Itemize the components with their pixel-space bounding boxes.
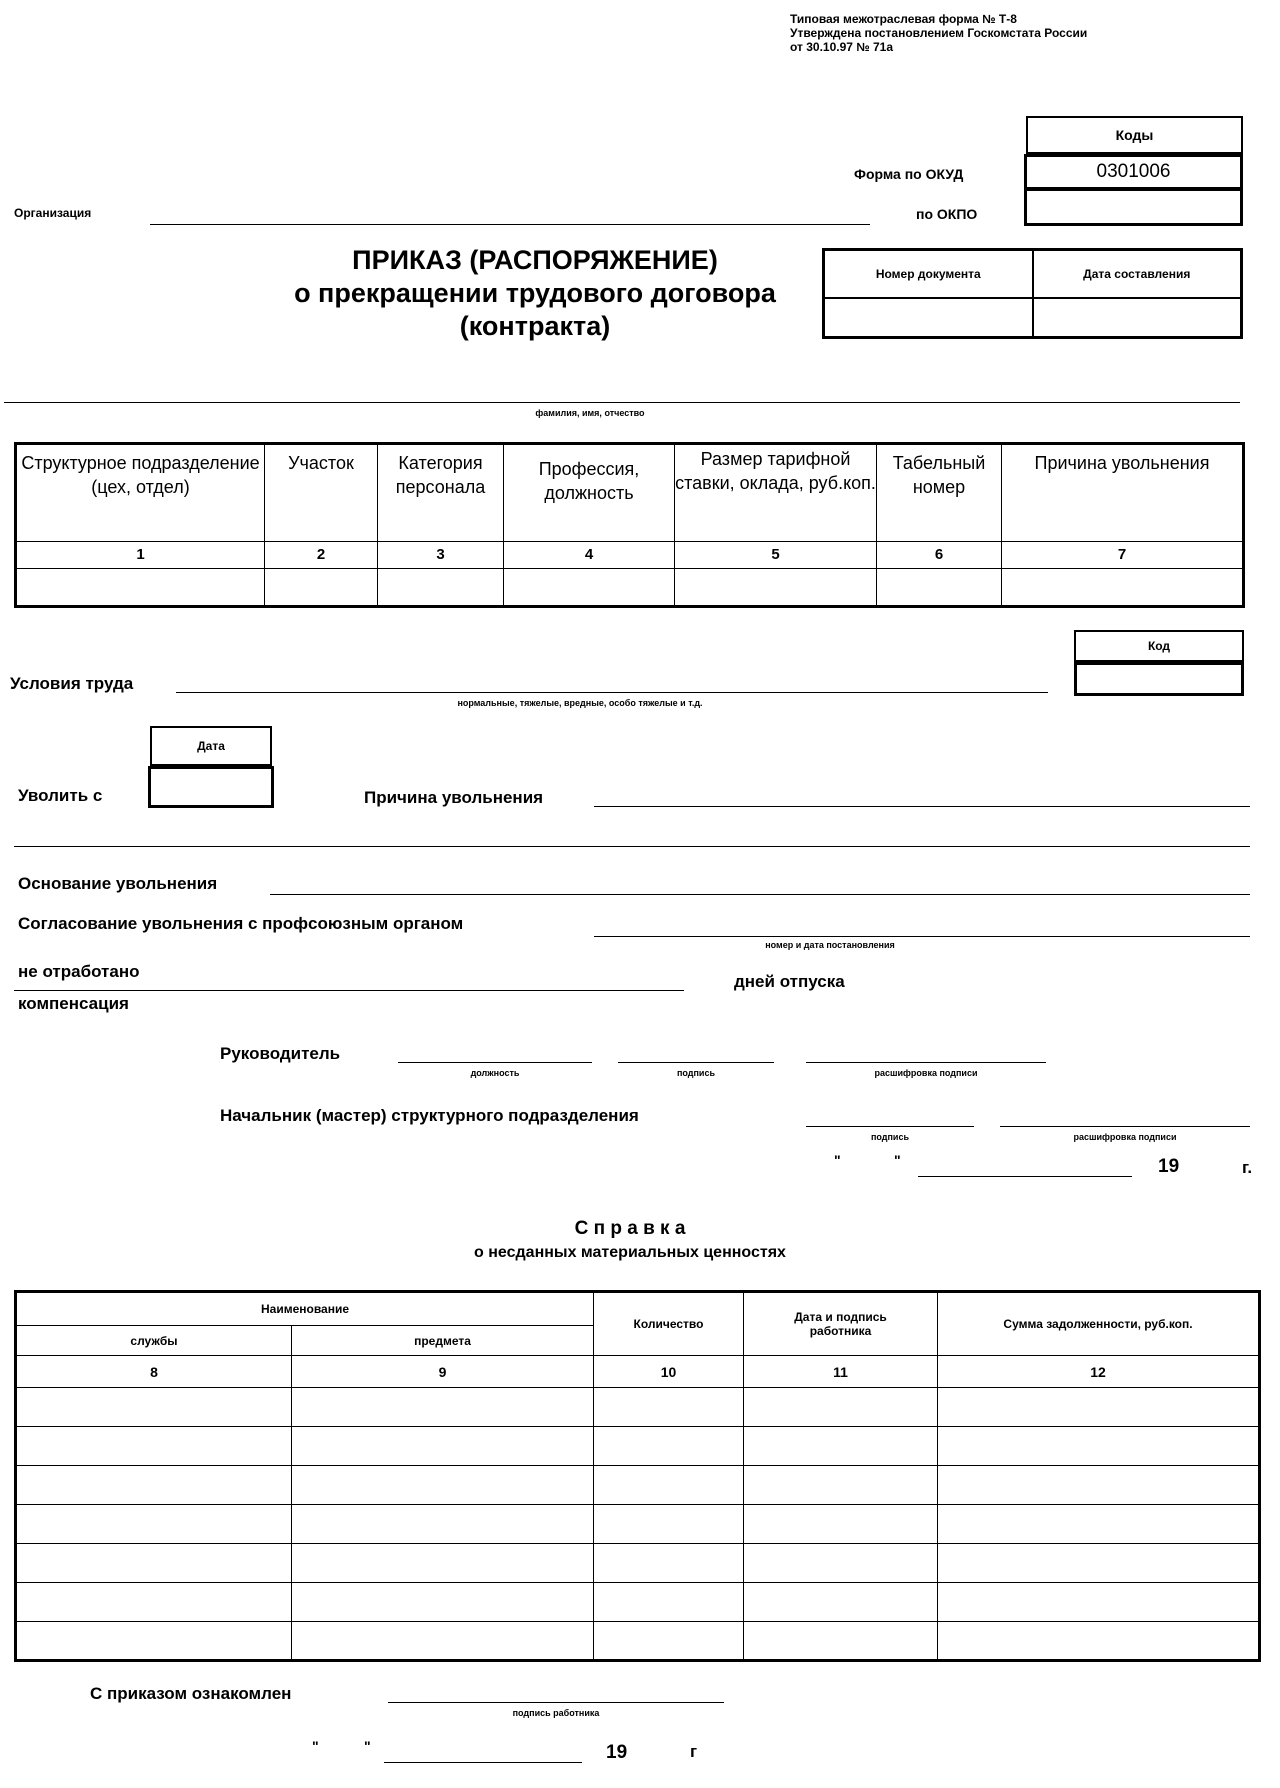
- union-caption: номер и дата постановления: [765, 940, 895, 950]
- date1-quote-close: ": [894, 1152, 901, 1168]
- organization-field[interactable]: [150, 224, 870, 225]
- table-cell-input[interactable]: [938, 1583, 1260, 1622]
- date1-g: г.: [1242, 1158, 1253, 1177]
- okpo-label: по ОКПО: [916, 206, 978, 222]
- vacation-days-label: дней отпуска: [734, 972, 845, 991]
- table-cell-input[interactable]: [938, 1388, 1260, 1427]
- table-cell-input[interactable]: [744, 1544, 938, 1583]
- table-cell-input[interactable]: [594, 1505, 744, 1544]
- table-cell-input[interactable]: [938, 1427, 1260, 1466]
- date2-month-field[interactable]: [384, 1762, 582, 1763]
- fio-caption: фамилия, имя, отчество: [535, 408, 645, 418]
- col-header-reason: Причина увольнения: [1002, 444, 1244, 542]
- table-cell-input[interactable]: [744, 1427, 938, 1466]
- document-title: [250, 244, 820, 343]
- head-decode-caption: расшифровка подписи: [874, 1068, 978, 1078]
- col-number: 9: [292, 1356, 594, 1388]
- head-decode-field[interactable]: [806, 1062, 1046, 1063]
- table-cell-input[interactable]: [16, 1388, 292, 1427]
- col-header-profession: Профессия, должность: [504, 444, 675, 542]
- head-position-caption: должность: [470, 1068, 520, 1078]
- head-position-field[interactable]: [398, 1062, 592, 1063]
- table-cell-input[interactable]: [378, 569, 504, 607]
- table-cell-input[interactable]: [594, 1622, 744, 1661]
- doc-date-header: Дата составления: [1033, 250, 1242, 298]
- date2-year: 19: [606, 1742, 628, 1763]
- table-cell-input[interactable]: [594, 1388, 744, 1427]
- col-number: 7: [1002, 542, 1244, 569]
- table-cell-input[interactable]: [504, 569, 675, 607]
- conditions-code-field[interactable]: [1074, 662, 1244, 696]
- conditions-label: Условия труда: [10, 674, 134, 693]
- date2-quote-open: ": [312, 1738, 319, 1754]
- table-cell-input[interactable]: [292, 1388, 594, 1427]
- table-cell-input[interactable]: [292, 1583, 594, 1622]
- acquainted-caption: подпись работника: [512, 1708, 600, 1718]
- basis-label: Основание увольнения: [18, 874, 218, 893]
- union-field[interactable]: [594, 936, 1250, 937]
- table-cell-input[interactable]: [16, 569, 265, 607]
- col-number: 5: [675, 542, 877, 569]
- conditions-code-title: Код: [1074, 630, 1244, 662]
- fio-field[interactable]: [4, 402, 1240, 403]
- table-cell-input[interactable]: [16, 1583, 292, 1622]
- chief-signature-field[interactable]: [806, 1126, 974, 1127]
- table-cell-input[interactable]: [744, 1505, 938, 1544]
- title-line1: ПРИКАЗ (РАСПОРЯЖЕНИЕ): [352, 245, 718, 275]
- employee-table: [14, 442, 1245, 608]
- chief-decode-caption: расшифровка подписи: [1073, 1132, 1177, 1142]
- chief-label: Начальник (мастер) структурного подразделения: [220, 1106, 639, 1125]
- debt-header: Сумма задолженности, руб.коп.: [938, 1292, 1260, 1356]
- organization-label: Организация: [14, 206, 92, 220]
- table-cell-input[interactable]: [292, 1505, 594, 1544]
- table-cell-input[interactable]: [938, 1544, 1260, 1583]
- table-cell-input[interactable]: [292, 1466, 594, 1505]
- table-cell-input[interactable]: [938, 1505, 1260, 1544]
- col-number: 6: [877, 542, 1002, 569]
- table-cell-input[interactable]: [16, 1544, 292, 1583]
- conditions-field[interactable]: [176, 692, 1048, 693]
- head-signature-field[interactable]: [618, 1062, 774, 1063]
- col-number: 8: [16, 1356, 292, 1388]
- okud-code-cell: [1024, 154, 1243, 190]
- col-number: 10: [594, 1356, 744, 1388]
- form-reference: [790, 12, 1087, 54]
- acquainted-label: С приказом ознакомлен: [90, 1684, 292, 1703]
- col-number: 11: [744, 1356, 938, 1388]
- table-cell-input[interactable]: [265, 569, 378, 607]
- not-worked-label: не отработано: [18, 962, 140, 981]
- table-cell-input[interactable]: [744, 1583, 938, 1622]
- table-cell-input[interactable]: [938, 1622, 1260, 1661]
- codes-title-cell: [1026, 116, 1243, 154]
- table-cell-input[interactable]: [594, 1583, 744, 1622]
- certificate-subtitle: о несданных материальных ценностях: [474, 1244, 786, 1261]
- date2-quote-close: ": [364, 1738, 371, 1754]
- codes-title: Коды: [1115, 127, 1154, 143]
- dismiss-reason-field-2[interactable]: [14, 846, 1250, 847]
- head-signature-caption: подпись: [676, 1068, 716, 1078]
- col-number: 12: [938, 1356, 1260, 1388]
- table-cell-input[interactable]: [594, 1427, 744, 1466]
- form-ref-line2: Утверждена постановлением Госкомстата России: [790, 26, 1088, 40]
- col-number: 1: [16, 542, 265, 569]
- col-header-department: Структурное подразделение (цех, отдел): [16, 444, 265, 542]
- table-cell-input[interactable]: [292, 1622, 594, 1661]
- table-cell-input[interactable]: [938, 1466, 1260, 1505]
- valuables-table: [14, 1290, 1261, 1662]
- doc-number-value[interactable]: [824, 298, 1033, 338]
- dismiss-date-title: Дата: [150, 726, 272, 766]
- okud-code-value: 0301006: [1096, 161, 1171, 182]
- table-cell-input[interactable]: [594, 1544, 744, 1583]
- col-header-tab-number: Табельный номер: [877, 444, 1002, 542]
- name-header: Наименование: [16, 1292, 594, 1326]
- dismiss-reason-label: Причина увольнения: [364, 788, 544, 807]
- table-cell-input[interactable]: [292, 1544, 594, 1583]
- item-header: предмета: [292, 1326, 594, 1356]
- table-cell-input[interactable]: [16, 1505, 292, 1544]
- date1-month-field[interactable]: [918, 1176, 1132, 1177]
- table-cell-input[interactable]: [744, 1622, 938, 1661]
- not-worked-field[interactable]: [14, 990, 684, 991]
- table-cell-input[interactable]: [675, 569, 877, 607]
- table-cell-input[interactable]: [1002, 569, 1244, 607]
- date1-quote-open: ": [834, 1152, 841, 1168]
- basis-field[interactable]: [270, 894, 1250, 895]
- dismiss-from-label: Уволить с: [18, 786, 103, 805]
- col-header-category: Категория персонала: [378, 444, 504, 542]
- okpo-code-cell[interactable]: [1024, 188, 1243, 226]
- table-cell-input[interactable]: [877, 569, 1002, 607]
- table-cell-input[interactable]: [292, 1427, 594, 1466]
- union-label: Согласование увольнения с профсоюзным органом: [18, 914, 464, 933]
- okud-label: Форма по ОКУД: [854, 166, 964, 182]
- dismiss-reason-field[interactable]: [594, 806, 1250, 807]
- head-label: Руководитель: [220, 1044, 341, 1063]
- title-line2: о прекращении трудового договора: [294, 278, 776, 308]
- title-line3: (контракта): [459, 311, 611, 341]
- date-sign-header: Дата и подпись работника: [744, 1292, 938, 1356]
- dismiss-date-field[interactable]: [148, 766, 274, 808]
- table-cell-input[interactable]: [16, 1466, 292, 1505]
- doc-date-value[interactable]: [1033, 298, 1242, 338]
- quantity-header: Количество: [594, 1292, 744, 1356]
- chief-decode-field[interactable]: [1000, 1126, 1250, 1127]
- col-number: 4: [504, 542, 675, 569]
- date1-year: 19: [1158, 1156, 1180, 1177]
- acquainted-signature-field[interactable]: [388, 1702, 724, 1703]
- table-cell-input[interactable]: [744, 1388, 938, 1427]
- col-number: 3: [378, 542, 504, 569]
- chief-signature-caption: подпись: [870, 1132, 910, 1142]
- col-header-salary: Размер тарифной ставки, оклада, руб.коп.: [675, 444, 877, 542]
- compensation-label: компенсация: [18, 994, 129, 1013]
- table-cell-input[interactable]: [16, 1622, 292, 1661]
- doc-number-header: Номер документа: [824, 250, 1033, 298]
- service-header: службы: [16, 1326, 292, 1356]
- doc-number-date-table: [822, 248, 1243, 339]
- col-header-section: Участок: [265, 444, 378, 542]
- table-cell-input[interactable]: [744, 1466, 938, 1505]
- col-number: 2: [265, 542, 378, 569]
- table-cell-input[interactable]: [594, 1466, 744, 1505]
- form-ref-line1: Типовая межотраслевая форма № Т-8: [790, 12, 1017, 26]
- table-cell-input[interactable]: [16, 1427, 292, 1466]
- certificate-title: С п р а в к а: [574, 1218, 686, 1239]
- form-ref-line3: от 30.10.97 № 71а: [790, 40, 894, 54]
- date2-g: г: [690, 1742, 698, 1761]
- conditions-caption: нормальные, тяжелые, вредные, особо тяжелые и т.д.: [457, 698, 703, 708]
